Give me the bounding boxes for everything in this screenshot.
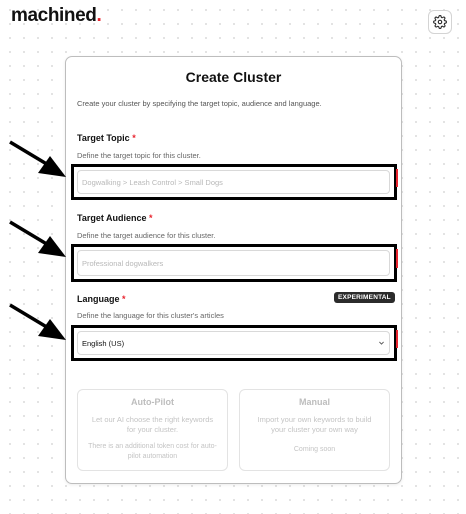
required-mark: * [132, 133, 136, 143]
topic-hint: Define the target topic for this cluster. [77, 151, 201, 160]
create-cluster-card [65, 56, 402, 484]
topic-label-text: Target Topic [77, 133, 130, 143]
manual-description: Import your own keywords to build your cluster your own way [257, 415, 372, 434]
language-label [77, 294, 126, 304]
brand-logo [11, 5, 101, 27]
topic-field-highlight [71, 164, 397, 200]
language-hint: Define the language for this cluster's articles [77, 311, 224, 320]
required-mark: * [122, 294, 126, 304]
audience-label-text: Target Audience [77, 213, 147, 223]
settings-button[interactable] [428, 10, 452, 34]
chevron-down-icon [378, 340, 385, 347]
audience-placeholder: Professional dogwalkers [82, 258, 164, 268]
arrow-annotation-icon [10, 142, 66, 177]
autopilot-title: Auto-Pilot [131, 397, 174, 407]
experimental-badge: EXPERIMENTAL [334, 292, 395, 303]
topic-label [77, 133, 136, 143]
manual-option[interactable] [239, 389, 390, 471]
arrow-annotation-icon [10, 222, 66, 257]
brand-dot: . [96, 5, 102, 26]
audience-field-highlight [71, 244, 397, 282]
gear-icon [433, 15, 447, 29]
card-title: Create Cluster [185, 69, 282, 85]
audience-label [77, 213, 153, 223]
required-mark: * [149, 213, 153, 223]
topic-placeholder: Dogwalking > Leash Control > Small Dogs [82, 177, 223, 187]
autopilot-description: Let our AI choose the right keywords for your cluster. [91, 415, 214, 434]
language-value: English (US) [82, 338, 125, 348]
autopilot-option[interactable] [77, 389, 228, 471]
topic-input[interactable] [77, 170, 390, 194]
arrow-annotation-icon [10, 305, 66, 340]
brand-name: machined [11, 5, 97, 26]
language-label-text: Language [77, 294, 120, 304]
audience-hint: Define the target audience for this cluster. [77, 231, 216, 240]
autopilot-note: There is an additional token cost for auto-pilot automation [88, 443, 217, 460]
language-select[interactable] [77, 331, 390, 355]
card-subtitle: Create your cluster by specifying the target topic, audience and language. [77, 99, 322, 108]
audience-input[interactable] [77, 250, 390, 276]
language-field-highlight [71, 325, 397, 361]
manual-note: Coming soon [293, 446, 336, 453]
manual-title: Manual [298, 397, 330, 407]
